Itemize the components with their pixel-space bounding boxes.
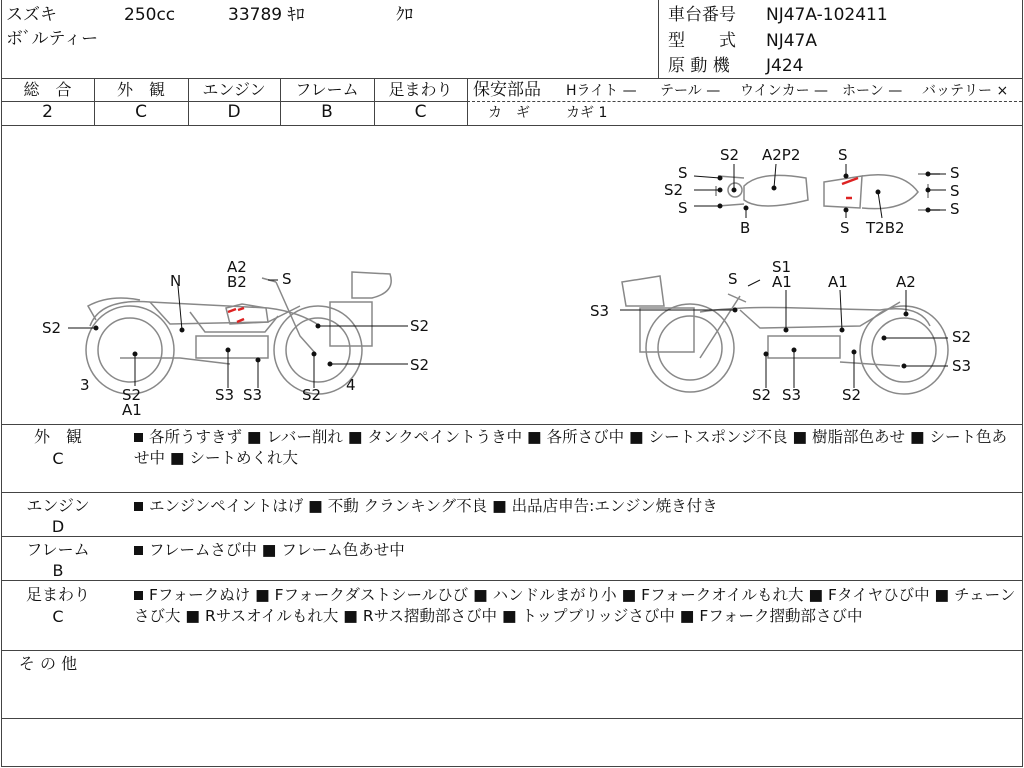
safety-winker: ウインカー —: [740, 83, 829, 99]
note-exterior-category: 外 観: [33, 427, 82, 446]
diag-label: S3: [590, 302, 610, 320]
note-engine-text: エンジンペイントはげ ■ 不動 クランキング不良 ■ 出品店申告:エンジン焼き付き: [134, 496, 1016, 517]
diag-label: S: [678, 199, 688, 217]
diag-label: 3: [80, 376, 90, 394]
diag-label: A2: [227, 258, 247, 276]
diag-label: A2P2: [762, 146, 801, 164]
diag-label: A1: [828, 273, 848, 291]
grade-total-label: 総 合: [23, 80, 72, 99]
diag-label: S: [950, 182, 960, 200]
grade-exterior-value: C: [135, 102, 147, 122]
grade-suspension-label: 足まわり: [388, 80, 453, 99]
diag-label: S1: [772, 258, 792, 276]
key-value: カギ 1: [566, 105, 608, 121]
diag-label: B2: [227, 273, 247, 291]
diag-label: S3: [243, 386, 263, 404]
diag-label: B: [740, 219, 751, 237]
note-engine-category: エンジン: [26, 496, 90, 515]
bullet-icon: [134, 502, 143, 511]
diag-label: A1: [772, 273, 792, 291]
grid-line: [1, 718, 1022, 719]
damage-diagram: [0, 126, 1024, 424]
grid-line: [467, 101, 1022, 102]
diag-label: S2: [842, 386, 862, 404]
chassis-label: 車台番号: [668, 5, 736, 25]
diag-label: S2: [752, 386, 772, 404]
safety-headlight: Hライト —: [566, 83, 637, 99]
grid-line: [1, 650, 1022, 651]
diag-label: S2: [410, 356, 430, 374]
grade-total-value: 2: [42, 102, 53, 122]
grid-line: [1, 492, 1022, 493]
safety-horn: ホーン —: [842, 83, 903, 99]
bullet-icon: [134, 591, 143, 600]
note-frame-text: フレームさび中 ■ フレーム色あせ中: [134, 540, 1016, 561]
safety-label: 保安部品: [473, 80, 541, 100]
note-suspension-grade: C: [52, 607, 64, 626]
note-exterior-grade: C: [52, 449, 64, 468]
grid-line: [467, 78, 468, 125]
note-engine-grade: D: [51, 517, 65, 536]
header-divider: [658, 0, 659, 78]
bullet-icon: [134, 546, 143, 555]
note-suspension-text: Fフォークぬけ ■ Fフォークダストシールひび ■ ハンドルまがり小 ■ Fフォークオイルもれ大 ■ Fタイヤひび中 ■ チェーンさび大 ■ Rサスオイルもれ大 ■ Rサス摺動部さび中 ■ トップブリッジさび中 ■ Fフォーク摺動部さび中: [134, 586, 1016, 625]
bullet-icon: [134, 433, 143, 442]
grid-line: [1, 580, 1022, 581]
type-value: NJ47A: [766, 31, 817, 51]
note-other-category: そ の 他: [18, 654, 78, 673]
grade-exterior-label: 外 観: [116, 80, 165, 99]
engine-value: J424: [766, 56, 804, 76]
diag-label: S: [840, 219, 850, 237]
grid-line: [1, 78, 1022, 79]
engine-label: 原 動 機: [668, 56, 730, 76]
diag-label: S2: [720, 146, 740, 164]
key-label: カ ギ: [488, 105, 530, 121]
safety-battery: バッテリー ×: [922, 83, 1009, 99]
model-name: ボﾞルティー: [6, 29, 99, 49]
diag-label: S2: [302, 386, 322, 404]
diag-label: A1: [122, 401, 142, 419]
diag-label: 4: [346, 376, 356, 394]
grade-engine-label: エンジン: [202, 80, 266, 99]
diag-label: S2: [42, 319, 62, 337]
diag-label: S: [838, 146, 848, 164]
grade-frame-value: B: [321, 102, 333, 122]
grade-suspension-value: C: [414, 102, 427, 122]
diag-label: S2: [952, 328, 972, 346]
type-label: 型 式: [668, 31, 736, 51]
diag-label: N: [170, 272, 182, 290]
diag-label: S: [728, 270, 738, 288]
diag-label: S3: [952, 357, 972, 375]
note-exterior-text: 各所うすきず ■ レバー削れ ■ タンクペイントうき中 ■ 各所さび中 ■ シートスポンジ不良 ■ 樹脂部色あせ ■ シート色あせ中 ■ シートめくれ大: [134, 428, 1008, 467]
diag-label: S: [678, 164, 688, 182]
diag-label: S: [282, 270, 292, 288]
safety-tail: テール —: [660, 83, 721, 99]
grid-line: [1, 424, 1022, 425]
note-frame-grade: B: [52, 561, 64, 580]
diag-label: S2: [122, 386, 142, 404]
diag-label: S2: [410, 317, 430, 335]
grid-line: [1, 536, 1022, 537]
diag-label: S3: [215, 386, 235, 404]
note-frame-category: フレーム: [26, 540, 90, 559]
grade-engine-value: D: [227, 102, 241, 122]
displacement: 250cc: [124, 5, 176, 25]
diag-label: S: [950, 200, 960, 218]
grade-frame-label: フレーム: [295, 80, 359, 99]
maker: スズキ: [6, 5, 57, 25]
diag-label: T2B2: [866, 219, 905, 237]
chassis-value: NJ47A-102411: [766, 5, 888, 25]
diag-label: S3: [782, 386, 802, 404]
diag-label: S: [950, 164, 960, 182]
diag-label: A2: [896, 273, 916, 291]
diag-label: S2: [664, 181, 684, 199]
color: ｸﾛ: [396, 5, 413, 25]
mileage: 33789 ｷﾛ: [228, 5, 305, 25]
note-suspension-category: 足まわり: [25, 585, 90, 604]
